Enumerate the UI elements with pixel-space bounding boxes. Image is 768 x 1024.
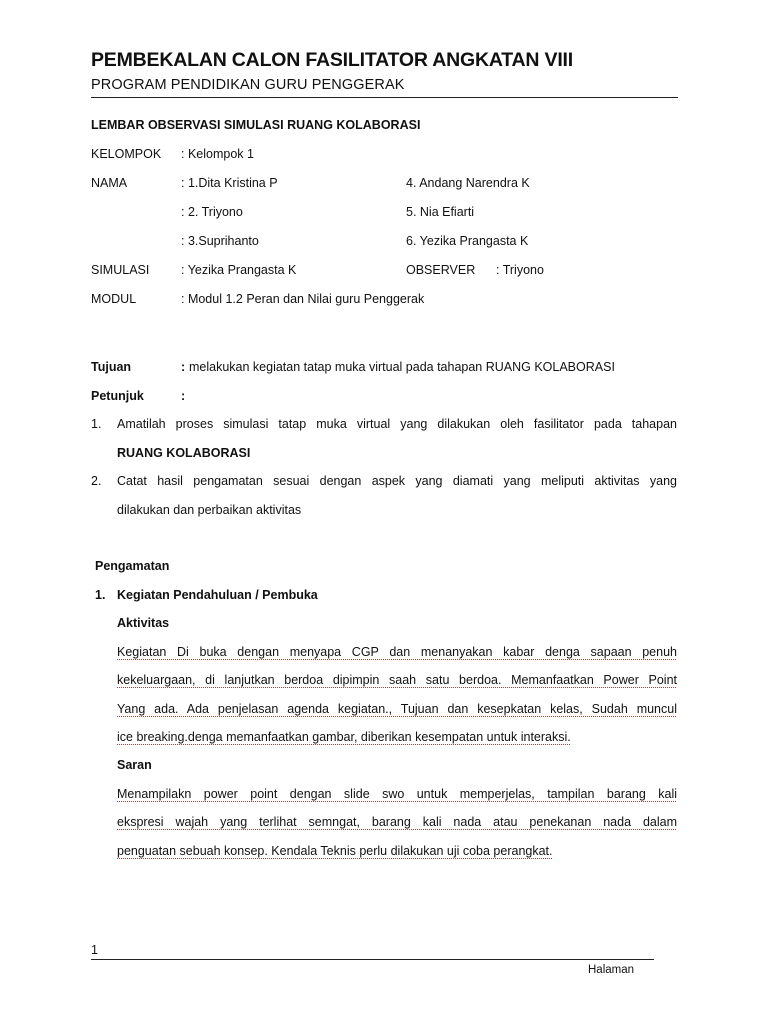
member-name: 5. Nia Efiarti (406, 205, 475, 219)
member-name: 4. Andang Narendra K (406, 176, 530, 190)
petunjuk-label: Petunjuk (91, 389, 144, 403)
petunjuk-item-text: RUANG KOLABORASI (117, 446, 251, 460)
header-divider (91, 97, 678, 98)
form-heading: LEMBAR OBSERVASI SIMULASI RUANG KOLABORASI (91, 118, 421, 132)
footer-divider (91, 959, 654, 960)
tujuan-colon: : (181, 360, 186, 374)
modul-value: : Modul 1.2 Peran dan Nilai guru Penggerak (181, 292, 425, 306)
nama-label: NAMA (91, 176, 128, 190)
section-title: Kegiatan Pendahuluan / Pembuka (117, 588, 318, 602)
member-name: : 2. Triyono (181, 205, 243, 219)
member-name: 6. Yezika Prangasta K (406, 234, 529, 248)
petunjuk-item-number: 1. (91, 417, 102, 431)
kelompok-label: KELOMPOK (91, 147, 162, 161)
saran-line: Menampilakn power point dengan slide swo untuk memperjelas, tampilan barang kali (117, 787, 677, 801)
kelompok-value: : Kelompok 1 (181, 147, 254, 161)
observer-label: OBSERVER (406, 263, 476, 277)
section-number: 1. (95, 588, 106, 602)
aktivitas-label: Aktivitas (117, 616, 170, 630)
member-name: : 1.Dita Kristina P (181, 176, 278, 190)
petunjuk-item-text: dilakukan dan perbaikan aktivitas (117, 503, 302, 517)
document-title: PEMBEKALAN CALON FASILITATOR ANGKATAN VIII (91, 49, 573, 71)
petunjuk-item-number: 2. (91, 474, 102, 488)
petunjuk-item-text: Catat hasil pengamatan sesuai dengan aspek yang diamati yang meliputi aktivitas yang (117, 474, 677, 488)
member-name: : 3.Suprihanto (181, 234, 259, 248)
pengamatan-heading: Pengamatan (95, 559, 170, 573)
petunjuk-colon: : (181, 389, 186, 403)
saran-label: Saran (117, 758, 152, 772)
tujuan-text: melakukan kegiatan tatap muka virtual pada tahapan RUANG KOLABORASI (189, 360, 615, 374)
page-label: Halaman (588, 964, 635, 976)
aktivitas-line: kekeluargaan, di lanjutkan berdoa dipimpin saah satu berdoa. Memanfaatkan Power Point (117, 673, 677, 687)
aktivitas-line: Kegiatan Di buka dengan menyapa CGP dan menanyakan kabar denga sapaan penuh (117, 645, 677, 659)
aktivitas-line: Yang ada. Ada penjelasan agenda kegiatan., Tujuan dan kesepkatan kelas, Sudah muncul (117, 702, 677, 716)
modul-label: MODUL (91, 292, 137, 306)
tujuan-label: Tujuan (91, 360, 132, 374)
page-number: 1 (91, 943, 98, 957)
observer-value: : Triyono (496, 263, 544, 277)
document-subtitle: PROGRAM PENDIDIKAN GURU PENGGERAK (91, 77, 405, 93)
simulasi-label: SIMULASI (91, 263, 150, 277)
petunjuk-item-text: Amatilah proses simulasi tatap muka virtual yang dilakukan oleh fasilitator pada tahapan (117, 417, 677, 431)
saran-line: penguatan sebuah konsep. Kendala Teknis perlu dilakukan uji coba perangkat. (117, 844, 553, 858)
aktivitas-line: ice breaking.denga memanfaatkan gambar, diberikan kesempatan untuk interaksi. (117, 730, 571, 744)
saran-line: ekspresi wajah yang terlihat semngat, barang kali nada atau penekanan nada dalam (117, 815, 677, 829)
simulasi-value: : Yezika Prangasta K (181, 263, 297, 277)
